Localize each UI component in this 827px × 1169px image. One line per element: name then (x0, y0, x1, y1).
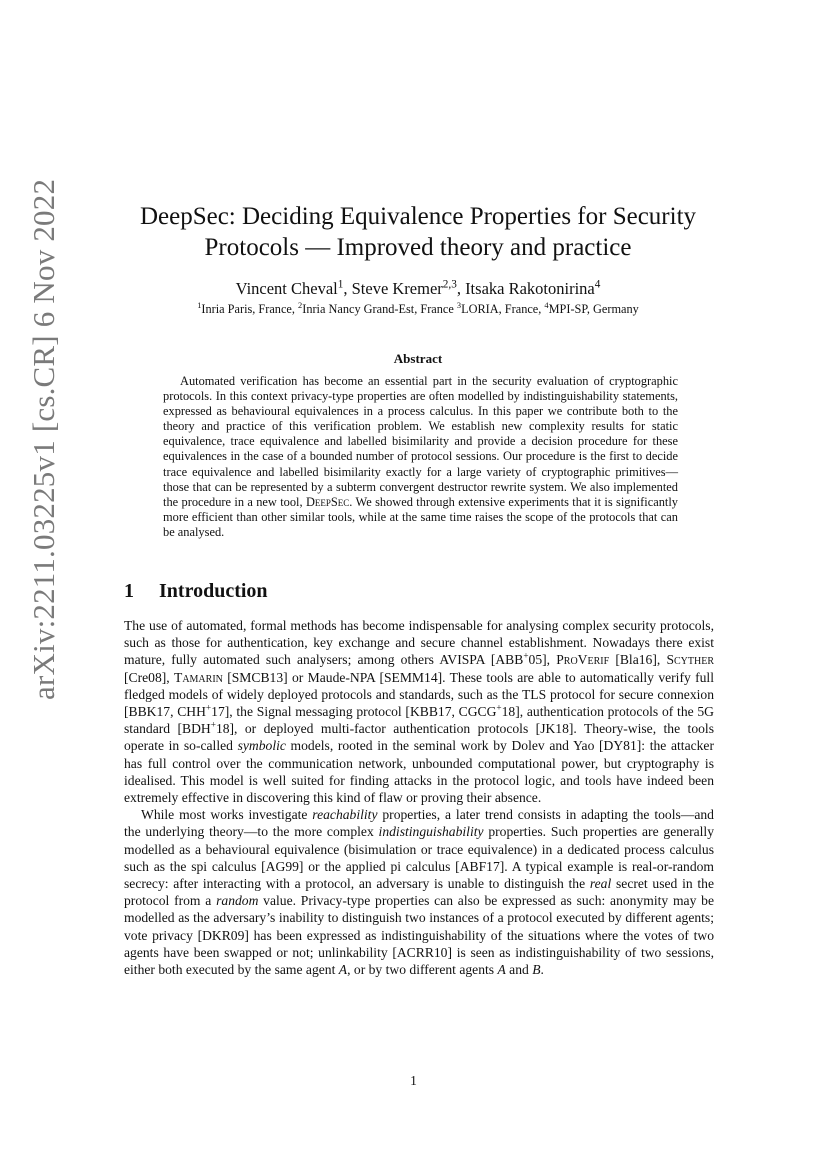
section-body (124, 617, 714, 978)
author-affiliation-mark: 4 (594, 278, 601, 291)
tool-name: DeepSec (305, 494, 350, 509)
emphasis: real (589, 876, 612, 892)
math-variable: A (338, 962, 348, 978)
section-heading (124, 578, 724, 604)
paper-title (100, 201, 736, 263)
affiliation-list: $^1$Inria Paris, France, $^2$Inria Nancy Grand-Est, France $^3$LORIA, France, $^4$MPI-SP, Germany (197, 300, 639, 316)
emphasis: random (216, 893, 259, 909)
paragraph: The use of automated, formal methods has become indispensable for analysing complex security protocols, such as those for authentication, key exchange and secure channel establishment. Nowadays there exist mature, fully automated such analysers; among others AVISPA [ABB+05], ProVerif [Bla16], Scyther [Cre08], Tamarin [SMCB13] or Maude-NPA [SEMM14]. These tools are able to automatically verify full fledged models of widely deployed protocols and standards, such as the TLS protocol for secure connexion [BBK17, CHH+17], the Signal messaging protocol [KBB17, CGCG+18], authentication protocols of the 5G standard [BDH+18], or deployed multi-factor authentication protocols [JK18]. Theory-wise, the tools operate in so-called symbolic models, rooted in the seminal work by Dolev and Yao [DY81]: the attacker has full control over the communication network, unbounded computational power, but cryptography is idealised. This model is well suited for finding attacks in the protocol logic, and tools have indeed been extremely effective in discovering this kind of flaw or proving their absence. (124, 618, 715, 806)
author-name: Steve Kremer (351, 279, 443, 298)
paper-title-line-2: Protocols — Improved theory and practice (204, 234, 632, 261)
emphasis: indistinguishability (378, 824, 484, 840)
abstract-heading: Abstract (393, 351, 443, 366)
author-name: Vincent Cheval (235, 279, 338, 298)
section-title: Introduction (159, 580, 268, 602)
tool-name: Tamarin (174, 669, 223, 685)
affiliation: Inria Nancy Grand-Est, France (302, 302, 457, 316)
tool-name: Scyther (666, 652, 714, 668)
abstract-body: Automated verification has become an essential part in the security evaluation of cryptographic protocols. In this context privacy-type properties are often modelled by indistinguishability statements, expressed as behavioural equivalences in a process calculus. In this paper we contribute both to the theory and practice of this verification problem. We establish new complexity results for static equivalence, trace equivalence and labelled bisimilarity and provide a decision procedure for these equivalences in the case of a bounded number of protocol sessions. Our procedure is the first to decide trace equivalence and labelled bisimilarity exactly for a large variety of cryptographic primitives—those that can be represented by a subterm convergent destructor rewrite system. We also implemented the procedure in a new tool, DeepSec. We showed through extensive experiments that it is significantly more efficient than other similar tools, while at the same time raises the scope of the protocols that can be analysed. (163, 374, 678, 539)
affiliation: MPI-SP, Germany (548, 302, 639, 316)
author-affiliation-mark: 1 (337, 278, 344, 291)
paper-title-line-1: DeepSec: Deciding Equivalence Properties for Security (139, 203, 697, 230)
affiliation: Inria Paris, France, (201, 302, 299, 316)
section-number: 1 (124, 580, 134, 602)
emphasis: reachability (312, 807, 378, 823)
author-affiliation-mark: 2,3 (442, 278, 457, 291)
tool-name: ProVerif (556, 652, 610, 668)
arxiv-identifier-stamp: arXiv:2211.03225v1 [cs.CR] 6 Nov 2022 (26, 178, 61, 700)
paragraph: While most works investigate reachability properties, a later trend consists in adapting the tools—and the underlying theory—to the more complex indistinguishability properties. Such properties are generally modelled as a behavioural equivalence (bisimulation or trace equivalence) in a dedicated process calculus such as the spi calculus [AG99] or the applied pi calculus [ABF17]. A typical example is real-or-random secrecy: after interacting with a protocol, an adversary is unable to distinguish the real secret used in the protocol from a random value. Privacy-type properties can also be expressed as such: anonymity may be modelled as the adversary’s inability to distinguish two instances of a protocol executed by different agents; vote privacy [DKR09] has been expressed as indistinguishability of the situations where the votes of two agents have been swapped or not; unlinkability [ACRR10] is seen as indistinguishability of two sessions, either both executed by the same agent A, or by two different agents A and B. (124, 807, 715, 978)
author-name: Itsaka Rakotonirina (465, 279, 595, 298)
affiliation: LORIA, France, (461, 302, 545, 316)
author-list: Vincent Cheval$^1$, Steve Kremer$^{2,3}$, Itsaka Rakotonirina$^4$ (235, 278, 601, 298)
math-variable: B (532, 962, 541, 978)
math-variable: A (497, 962, 506, 978)
emphasis: symbolic (237, 738, 286, 754)
page-number: 1 (410, 1073, 417, 1088)
